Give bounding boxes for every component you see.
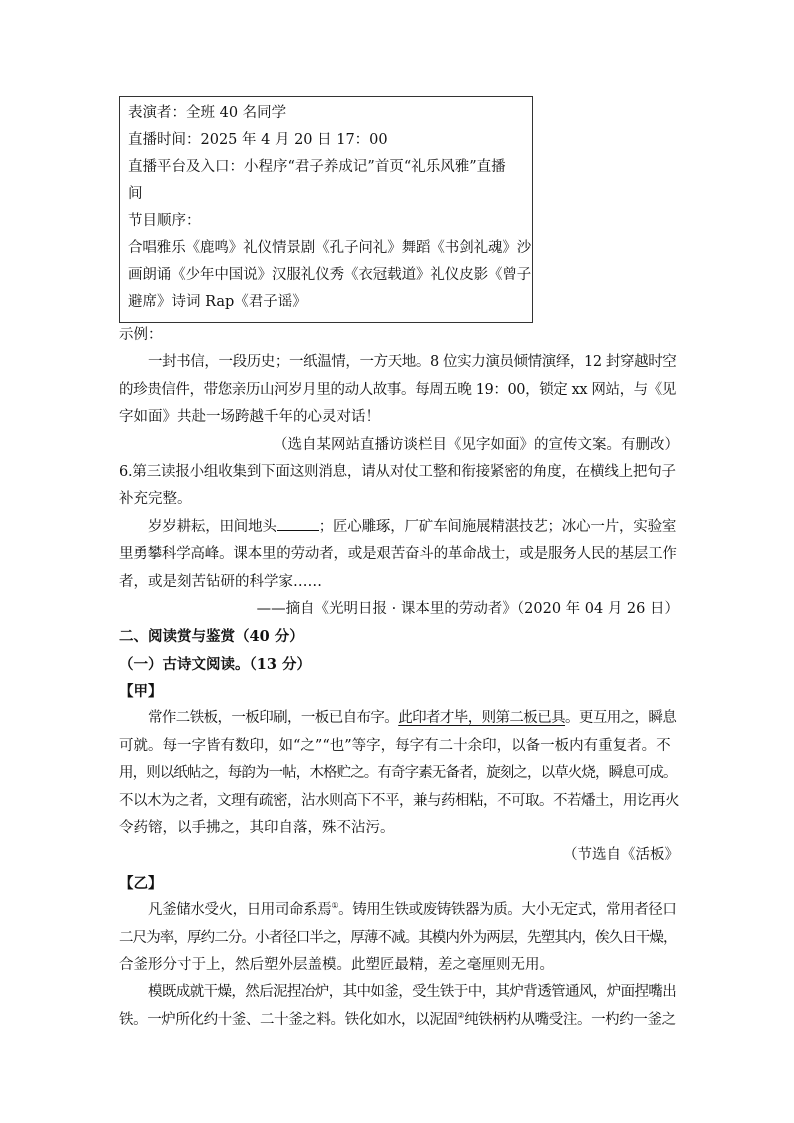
yi-p2-line-2 — [119, 1007, 679, 1034]
yi-line-3: 合釜形分寸于上，然后塑外层盖模。此塑匠最精，差之毫厘则无用。 — [119, 956, 554, 973]
q6-passage-text-a: 岁岁耕耘，田间地头 — [148, 518, 277, 535]
q6-passage-line-2: 里勇攀科学高峰。课本里的劳动者，或是艰苦奋斗的革命战士，或是服务人民的基层工作 — [119, 546, 677, 563]
jia-line-5: 令药镕，以手拂之，其印自落，殊不沾污。 — [119, 820, 395, 837]
box-line-order-1: 合唱雅乐《鹿鸣》礼仪情景剧《孔子问礼》舞蹈《书剑礼魂》沙 — [128, 240, 532, 256]
jia-label: 【甲】 — [119, 683, 163, 701]
q6-passage-text-b: ；匠心雕琢，厂矿车间施展精湛技艺；冰心一片，实验室 — [318, 518, 677, 535]
example-line-1: 一封书信，一段历史；一纸温情，一方天地。8 位实力演员倾情演绎，12 封穿越时空 — [148, 354, 677, 371]
footnote-marker-2: ② — [457, 1010, 465, 1020]
q6-passage-line-1 — [119, 514, 679, 541]
q6-source: ——摘自《光明日报 · 课本里的劳动者》（2020 年 04 月 26 日） — [256, 600, 679, 617]
q6-line-2: 补充完整。 — [119, 491, 192, 508]
yi-text-a: 凡釜储水受火，日用司命系焉 — [148, 902, 332, 919]
q6-line-1: 6.第三读报小组收集到下面这则消息，请从对仗工整和衔接紧密的角度，在横线上把句子 — [119, 463, 676, 480]
program-info-box — [119, 96, 533, 323]
box-line-time: 直播时间：2025 年 4 月 20 日 17：00 — [128, 132, 388, 148]
yi-line-1 — [119, 897, 679, 924]
example-line-3: 字如面》共赴一场跨越千年的心灵对话！ — [119, 409, 380, 426]
box-line-order-label: 节目顺序： — [128, 213, 201, 229]
example-source: （选自某网站直播访谈栏目《见字如面》的宣传文案。有删改） — [273, 436, 679, 453]
yi-p2-text-a: 铁。一炉所化约十釜、二十釜之料。铁化如水，以泥固 — [119, 1011, 458, 1028]
example-line-2: 的珍贵信件，带您亲历山河岁月里的动人故事。每周五晚 19：00，锁定 xx 网站，与《见 — [119, 381, 676, 398]
jia-line-2: 可就。每一字皆有数印，如“之”“也”等字，每字有二十余印，以备一板内有重复者。不 — [119, 737, 671, 754]
box-line-order-3: 避席》诗词 Rap《君子谣》 — [128, 294, 307, 310]
main-text — [119, 322, 679, 1034]
yi-p2-line-1: 模既成就干燥，然后泥捏冶炉，其中如釜，受生铁于中，其炉背透管通风，炉面捏嘴出 — [148, 984, 677, 1001]
jia-text-a: 常作二铁板，一板印刷，一板已自布字。 — [148, 710, 399, 727]
yi-text-b: 。铸用生铁或废铸铁器为质。大小无定式，常用者径口 — [338, 902, 677, 919]
footnote-marker-1: ① — [331, 901, 339, 911]
example-label: 示例： — [119, 327, 163, 343]
jia-line-3: 用，则以纸帖之，每韵为一帖，木格贮之。有奇字素无备者，旋刻之，以草火烧，瞬息可成。 — [119, 765, 677, 782]
box-line-platform-cont: 间 — [128, 186, 143, 202]
box-line-performers: 表演者：全班 40 名同学 — [128, 105, 287, 121]
jia-text-b: 。更互用之，瞬息 — [565, 710, 677, 727]
q6-passage-line-3: 者，或是刻苦钻研的科学家…… — [119, 573, 322, 590]
jia-underlined-sentence: 此印者才毕，则第二板已具 — [398, 710, 566, 727]
jia-source: （节选自《活板》 — [563, 847, 679, 864]
section-heading: 二、阅读赏与鉴赏（40 分） — [119, 628, 304, 646]
yi-p2-text-b: 纯铁柄杓从嘴受注。一杓约一釜之 — [464, 1011, 676, 1028]
jia-line-1 — [119, 705, 679, 732]
box-line-platform: 直播平台及入口：小程序“君子养成记”首页“礼乐风雅”直播 — [128, 159, 506, 175]
yi-line-2: 二尺为率，厚约二分。小者径口半之，厚薄不减。其模内外为两层，先塑其内，俟久日干燥， — [119, 929, 677, 946]
box-line-order-2: 画朗诵《少年中国说》汉服礼仪秀《衣冠载道》礼仪皮影《曾子 — [128, 267, 532, 283]
jia-line-4: 不以木为之者，文理有疏密，沾水则高下不平，兼与药相粘，不可取。不若燔土，用讫再火 — [119, 792, 679, 809]
subsection-heading: （一）古诗文阅读。（13 分） — [119, 655, 311, 673]
answer-blank[interactable] — [277, 516, 319, 531]
yi-label: 【乙】 — [119, 874, 163, 892]
